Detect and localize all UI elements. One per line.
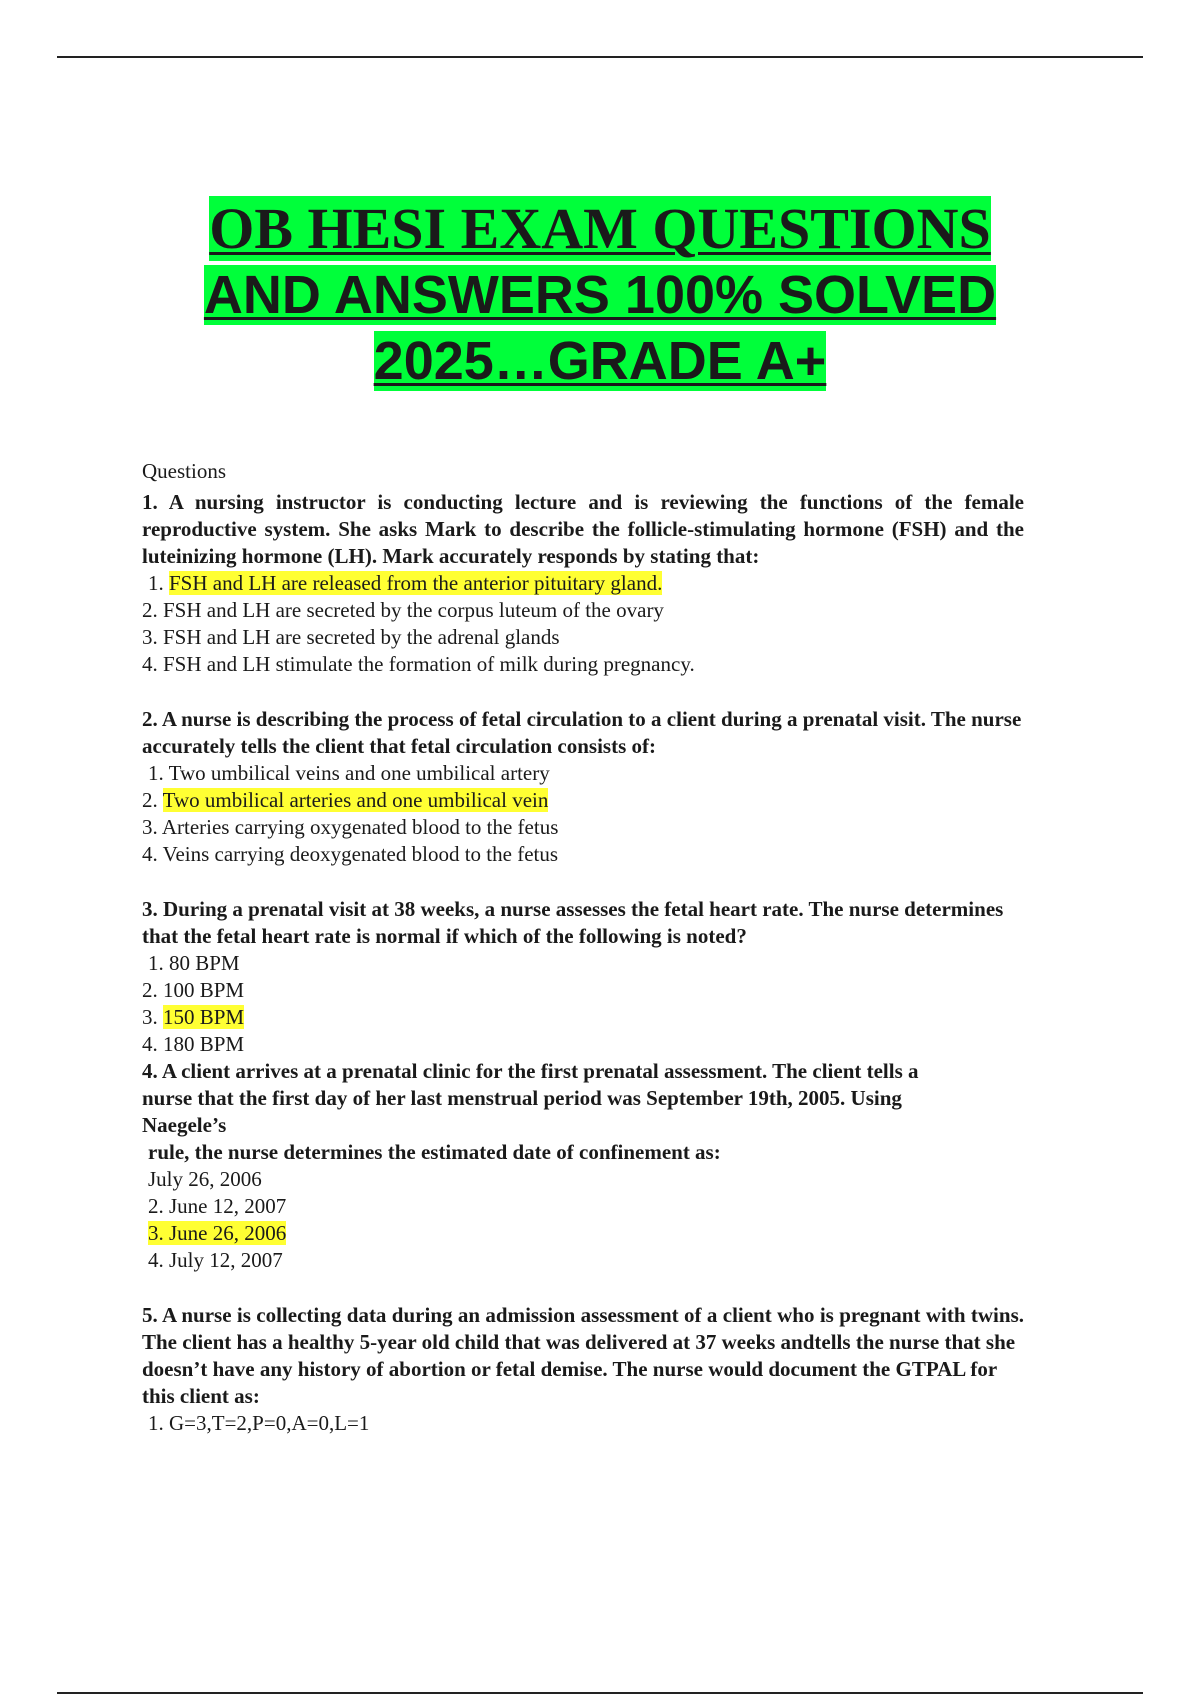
title-line-1: OB HESI EXAM QUESTIONS xyxy=(209,196,991,261)
option-4-4: 4. July 12, 2007 xyxy=(148,1248,283,1272)
question-2-text: 2. A nurse is describing the process of fetal circulation to a client during a prenatal visit. The nurse accurately tells the client that fetal circulation consists of: xyxy=(142,707,1022,758)
question-3 xyxy=(142,896,1024,1058)
correct-answer-highlight: 150 BPM xyxy=(163,1005,245,1029)
question-1 xyxy=(142,489,1024,678)
top-rule xyxy=(57,56,1143,58)
question-4-line-4: rule, the nurse determines the estimated date of confinement as: xyxy=(148,1140,721,1164)
option-3-4: 4. 180 BPM xyxy=(142,1032,245,1056)
option-1-4: 4. FSH and LH stimulate the formation of milk during pregnancy. xyxy=(142,652,695,676)
questions-body xyxy=(142,458,1024,1437)
option-1-1: 1. FSH and LH are released from the anterior pituitary gland. xyxy=(148,571,663,595)
option-5-1: 1. G=3,T=2,P=0,A=0,L=1 xyxy=(148,1411,370,1435)
question-4-line-3: Naegele’s xyxy=(142,1113,227,1137)
option-4-3 xyxy=(142,1220,1024,1247)
question-4 xyxy=(142,1058,1024,1274)
question-1-text: 1. A nursing instructor is conducting lecture and is reviewing the functions of the female reproductive system. She asks Mark to describe the follicle-stimulating hormone (FSH) and the luteinizing hormone (LH). Mark accurately responds by stating that: xyxy=(142,490,1024,568)
option-3-2: 2. 100 BPM xyxy=(142,978,245,1002)
option-1-3: 3. FSH and LH are secreted by the adrenal glands xyxy=(142,625,560,649)
bottom-rule xyxy=(57,1692,1143,1694)
correct-answer-highlight: FSH and LH are released from the anterior pituitary gland. xyxy=(169,571,663,595)
question-5 xyxy=(142,1302,1024,1437)
question-4-line-1: 4. A client arrives at a prenatal clinic for the first prenatal assessment. The client tells a xyxy=(142,1059,919,1083)
correct-answer-highlight: 3. June 26, 2006 xyxy=(148,1221,287,1245)
option-4-1: July 26, 2006 xyxy=(148,1167,262,1191)
option-2-2: 2. Two umbilical arteries and one umbilical vein xyxy=(142,788,549,812)
option-2-4: 4. Veins carrying deoxygenated blood to the fetus xyxy=(142,842,559,866)
title-line-3: 2025…GRADE A+ xyxy=(373,331,827,391)
title-line-2: AND ANSWERS 100% SOLVED xyxy=(203,265,997,325)
question-3-text: 3. During a prenatal visit at 38 weeks, a nurse assesses the fetal heart rate. The nurse determines that the fetal heart rate is normal if which of the following is noted? xyxy=(142,897,1004,948)
option-4-2: 2. June 12, 2007 xyxy=(148,1194,287,1218)
document-title xyxy=(0,196,1200,394)
question-5-text-b: doesn’t have any history of abortion or fetal demise. The nurse would document the GTPAL for this client as: xyxy=(142,1357,997,1408)
option-2-1: 1. Two umbilical veins and one umbilical artery xyxy=(148,761,550,785)
correct-answer-highlight: Two umbilical arteries and one umbilical vein xyxy=(162,788,549,812)
question-2 xyxy=(142,706,1024,868)
option-3-1: 1. 80 BPM xyxy=(148,951,240,975)
question-5-text-a: 5. A nurse is collecting data during an admission assessment of a client who is pregnant with twins. The client has a healthy 5-year old child that was delivered at 37 weeks andtells the nurse that she xyxy=(142,1303,1024,1354)
option-3-3: 3. 150 BPM xyxy=(142,1005,245,1029)
option-2-3: 3. Arteries carrying oxygenated blood to the fetus xyxy=(142,815,559,839)
question-4-line-2: nurse that the first day of her last menstrual period was September 19th, 2005. Using xyxy=(142,1086,902,1110)
section-label: Questions xyxy=(142,459,226,483)
option-1-2: 2. FSH and LH are secreted by the corpus luteum of the ovary xyxy=(142,598,664,622)
